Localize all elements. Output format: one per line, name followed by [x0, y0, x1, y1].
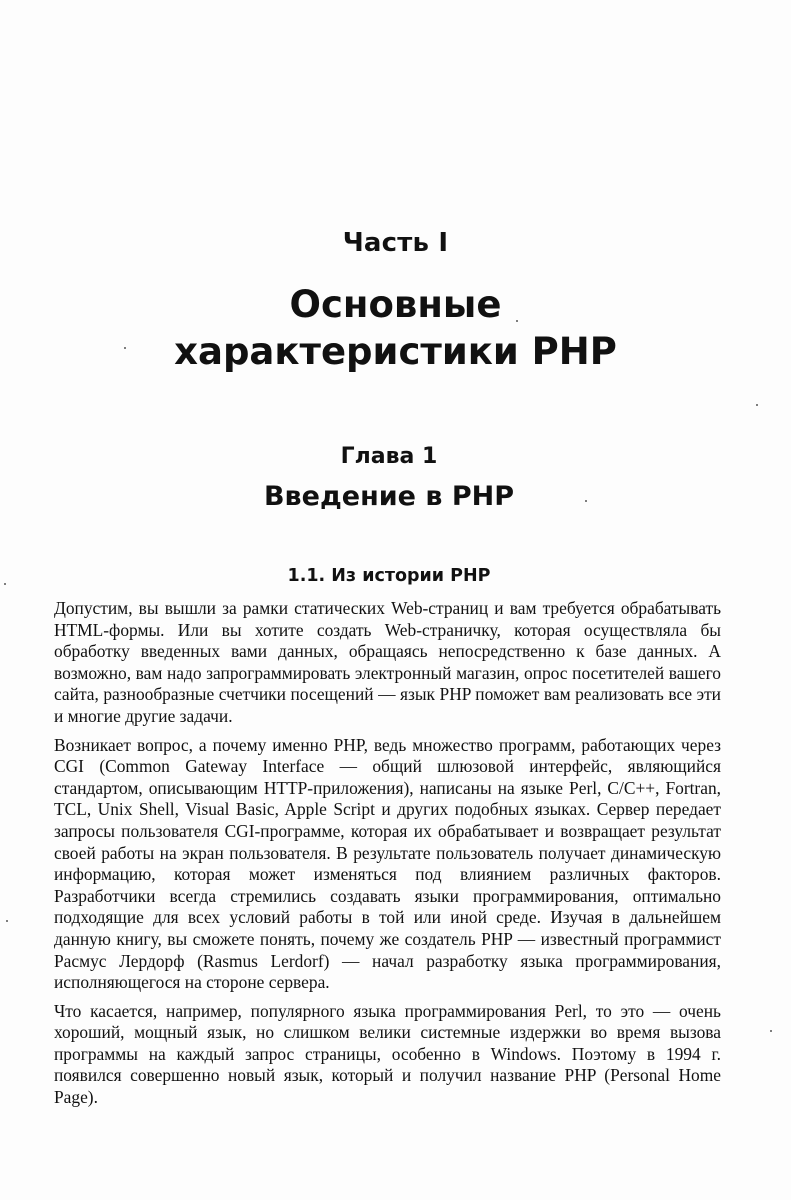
scan-speck	[6, 920, 8, 922]
body-text	[54, 598, 721, 1116]
paragraph-1: Допустим, вы вышли за рамки статических Web-страниц и вам требуется обрабатывать HTML-формы. Или вы хотите создать Web-страничку, которая осуществляла бы обработку введенных вами данных, обращаясь непосредственно к базе данных. А возможно, вам надо запрограммировать электронный магазин, опрос посетителей вашего сайта, разнообразные счетчики посещений — язык PHP поможет вам реализовать все эти и многие другие задачи.	[54, 598, 721, 726]
scan-speck	[4, 583, 6, 585]
scan-speck	[585, 500, 587, 502]
part-title	[0, 281, 791, 375]
part-label: Часть I	[342, 228, 449, 258]
section-title: 1.1. Из истории PHP	[287, 566, 491, 586]
part-title-line-1: Основные	[289, 283, 502, 326]
chapter-label: Глава 1	[340, 444, 438, 469]
scan-speck	[756, 404, 758, 406]
chapter-title: Введение в PHP	[263, 481, 515, 512]
paragraph-3: Что касается, например, популярного языка программирования Perl, то это — очень хороший, мощный язык, но слишком велики системные издержки во время вызова программы на каждый запрос страницы, особенно в Windows. Поэтому в 1994 г. появился совершенно новый язык, который и получил название PHP (Personal Home Page).	[54, 1000, 721, 1108]
part-title-line-2: характеристики PHP	[174, 330, 617, 373]
scan-speck	[516, 320, 518, 322]
scan-speck	[770, 1030, 772, 1032]
paragraph-2: Возникает вопрос, а почему именно PHP, ведь множество программ, работающих через CGI (Common Gateway Interface — общий шлюзовой интерфейс, являющийся стандартом, описывающим HTTP-приложения), написаны на языке Perl, C/C++, Fortran, TCL, Unix Shell, Visual Basic, Apple Script и других подобных языках. Сервер передает запросы пользователя CGI-программе, которая их обрабатывает и возвращает результат своей работы на экран пользователя. В результате пользователь получает динамическую информацию, которая может изменяться под влиянием различных факторов. Разработчики всегда стремились создавать языки программирования, оптимально подходящие для всех условий работы в той или иной среде. Изучая в дальнейшем данную книгу, вы сможете понять, почему же создатель PHP — известный программист Расмус Лердорф (Rasmus Lerdorf) — начал разработку языка программирования, исполняющегося на стороне сервера.	[54, 734, 721, 993]
scan-speck	[124, 347, 126, 349]
